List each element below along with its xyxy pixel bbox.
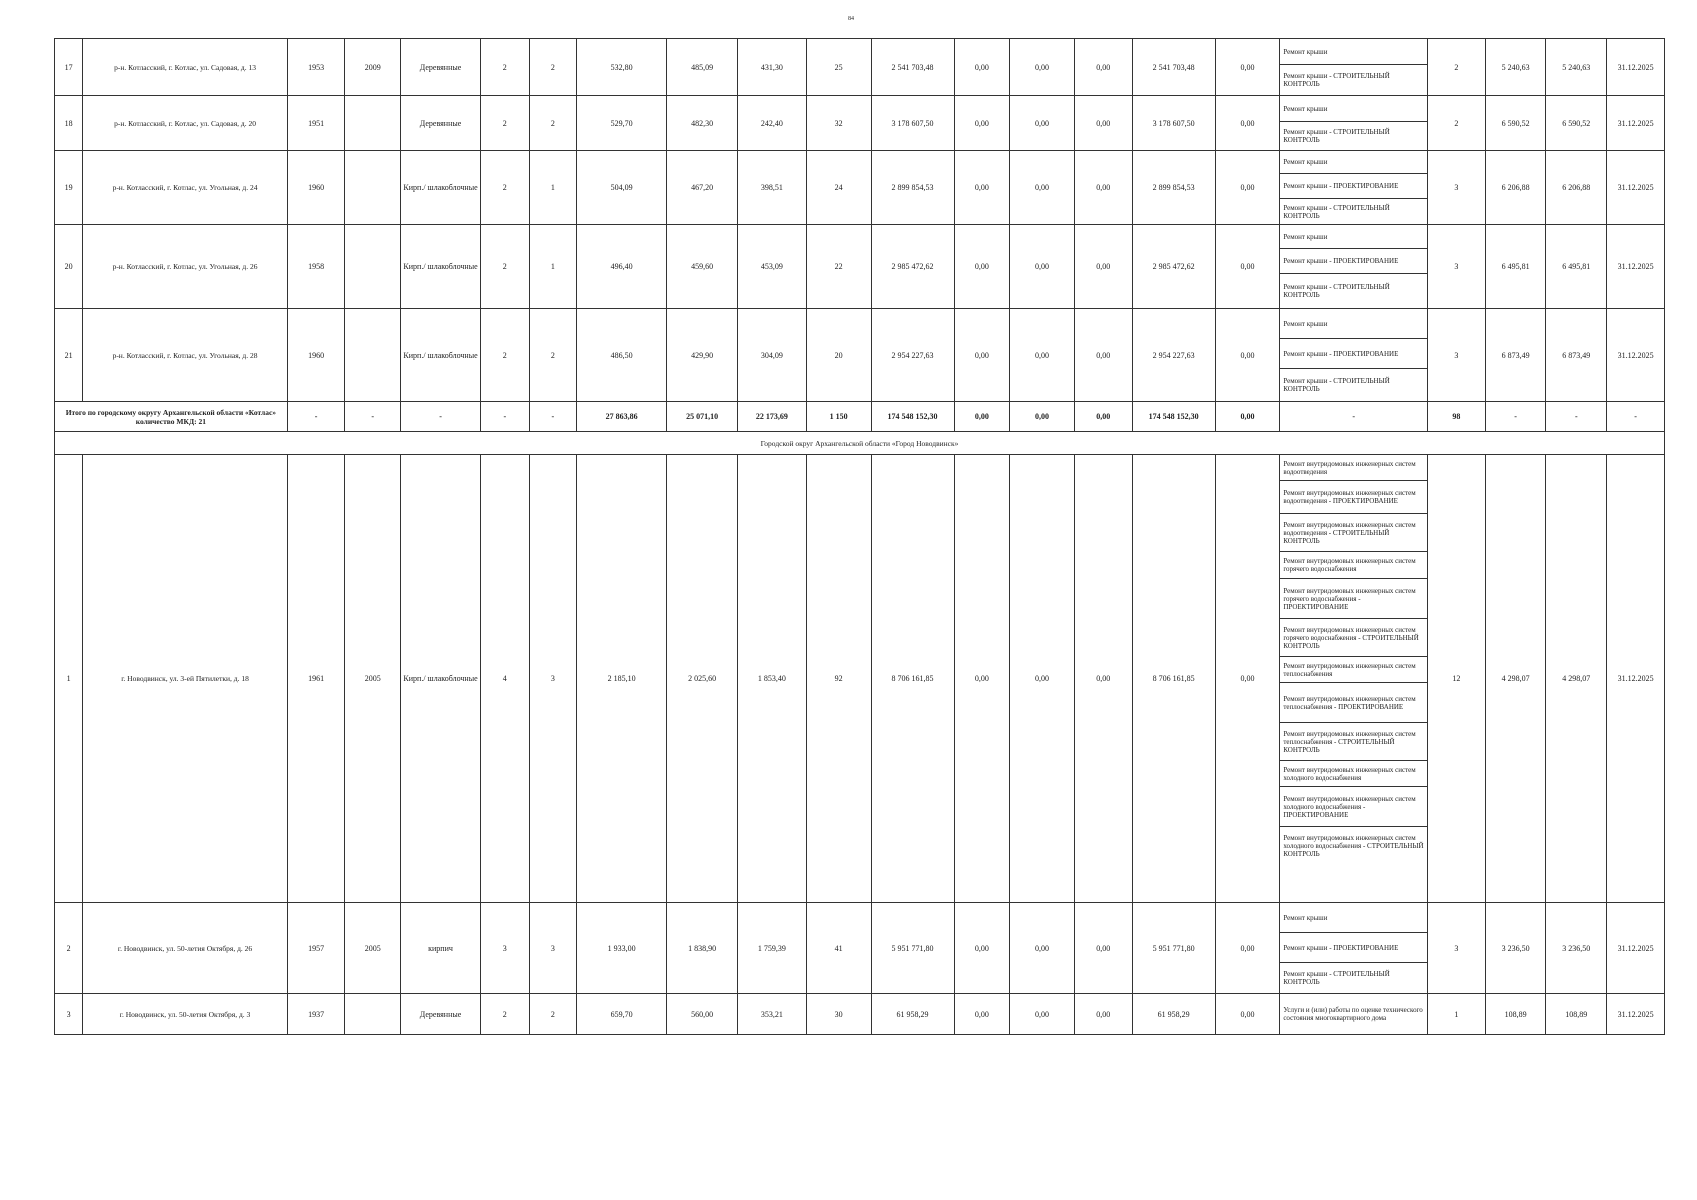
cost-local: 0,00 <box>1074 903 1132 994</box>
unit-cost: 3 236,50 <box>1485 903 1546 994</box>
cost-local: 0,00 <box>1074 994 1132 1035</box>
cost-owners: 2 985 472,62 <box>1132 225 1215 309</box>
deadline: 31.12.2025 <box>1607 225 1665 309</box>
work-item: Ремонт крыши - ПРОЕКТИРОВАНИЕ <box>1280 339 1427 369</box>
works-count: 12 <box>1428 455 1486 903</box>
table-row <box>55 994 1665 1035</box>
total-material: - <box>401 402 481 432</box>
wall-material: кирпич <box>401 903 481 994</box>
area-residential: 304,09 <box>738 309 807 402</box>
work-item: Ремонт внутридомовых инженерных систем горячего водоснабжения <box>1280 552 1427 579</box>
cost-federal: 0,00 <box>954 151 1010 225</box>
area-total: 2 185,10 <box>577 455 667 903</box>
work-item: Ремонт крыши - СТРОИТЕЛЬНЫЙ КОНТРОЛЬ <box>1283 71 1390 88</box>
cost-total: 2 954 227,63 <box>871 309 954 402</box>
row-number: 2 <box>55 903 83 994</box>
cost-regional: 0,00 <box>1010 151 1075 225</box>
total-label: Итого по городскому округу Архангельской области «Котлас» количество МКД: 21 <box>55 402 288 432</box>
wall-material: Кирп./ шлакоблочные <box>401 455 481 903</box>
wall-material: Деревянные <box>401 96 481 151</box>
year-built: 1961 <box>287 455 345 903</box>
cost-local: 0,00 <box>1074 455 1132 903</box>
work-item: Ремонт крыши - СТРОИТЕЛЬНЫЙ КОНТРОЛЬ <box>1283 970 1390 986</box>
cost-owners: 61 958,29 <box>1132 994 1215 1035</box>
total-floors: - <box>481 402 530 432</box>
year-built: 1960 <box>287 151 345 225</box>
cost-regional: 0,00 <box>1010 309 1075 402</box>
cost-owners: 5 951 771,80 <box>1132 903 1215 994</box>
cost-local: 0,00 <box>1074 225 1132 309</box>
entrances: 1 <box>529 151 577 225</box>
total-residents: 1 150 <box>806 402 871 432</box>
area-residential: 453,09 <box>738 225 807 309</box>
works-count: 1 <box>1428 994 1486 1035</box>
works-count: 2 <box>1428 39 1486 96</box>
area-total: 486,50 <box>577 309 667 402</box>
total-year-repair: - <box>345 402 401 432</box>
cost-federal: 0,00 <box>954 455 1010 903</box>
residents: 24 <box>806 151 871 225</box>
work-item: Ремонт крыши <box>1280 903 1427 933</box>
work-item: Ремонт крыши - СТРОИТЕЛЬНЫЙ КОНТРОЛЬ <box>1283 127 1390 144</box>
total-deadline: - <box>1607 402 1665 432</box>
deadline: 31.12.2025 <box>1607 39 1665 96</box>
works-count: 3 <box>1428 309 1486 402</box>
works-list <box>1280 903 1428 994</box>
row-number: 17 <box>55 39 83 96</box>
deadline: 31.12.2025 <box>1607 96 1665 151</box>
table-row <box>55 903 1665 994</box>
total-row <box>55 402 1665 432</box>
works-count: 3 <box>1428 151 1486 225</box>
deadline: 31.12.2025 <box>1607 994 1665 1035</box>
cost-regional: 0,00 <box>1010 455 1075 903</box>
unit-cost-limit: 6 206,88 <box>1546 151 1607 225</box>
work-item: Ремонт крыши - ПРОЕКТИРОВАНИЕ <box>1280 249 1427 274</box>
area-residential: 1 853,40 <box>738 455 807 903</box>
wall-material: Кирп./ шлакоблочные <box>401 151 481 225</box>
unit-cost: 6 873,49 <box>1485 309 1546 402</box>
table-row <box>55 96 1665 151</box>
area-total: 529,70 <box>577 96 667 151</box>
total-cost-regional: 0,00 <box>1010 402 1075 432</box>
area-premises: 429,90 <box>667 309 738 402</box>
wall-material: Кирп./ шлакоблочные <box>401 225 481 309</box>
total-cost: 174 548 152,30 <box>871 402 954 432</box>
work-item: Ремонт внутридомовых инженерных систем теплоснабжения <box>1280 657 1427 683</box>
work-item: Ремонт внутридомовых инженерных систем теплоснабжения - ПРОЕКТИРОВАНИЕ <box>1280 683 1427 723</box>
works-list <box>1280 39 1428 96</box>
entrances: 2 <box>529 39 577 96</box>
floors: 2 <box>481 309 530 402</box>
residents: 32 <box>806 96 871 151</box>
deadline: 31.12.2025 <box>1607 151 1665 225</box>
address: г. Новодвинск, ул. 50-летия Октября, д. 3 <box>83 994 287 1035</box>
works-count: 2 <box>1428 96 1486 151</box>
area-total: 659,70 <box>577 994 667 1035</box>
total-cost-local: 0,00 <box>1074 402 1132 432</box>
year-last-repair <box>345 151 401 225</box>
total-year-built: - <box>287 402 345 432</box>
cost-local: 0,00 <box>1074 39 1132 96</box>
unit-cost-limit: 6 590,52 <box>1546 96 1607 151</box>
area-premises: 2 025,60 <box>667 455 738 903</box>
cost-total: 2 899 854,53 <box>871 151 954 225</box>
area-residential: 353,21 <box>738 994 807 1035</box>
row-number: 20 <box>55 225 83 309</box>
table-row <box>55 151 1665 225</box>
cost-owners: 3 178 607,50 <box>1132 96 1215 151</box>
year-last-repair: 2005 <box>345 455 401 903</box>
address: р-н. Котласский, г. Котлас, ул. Угольная, д. 24 <box>83 151 287 225</box>
row-number: 18 <box>55 96 83 151</box>
cost-owners: 8 706 161,85 <box>1132 455 1215 903</box>
cost-total: 5 951 771,80 <box>871 903 954 994</box>
wall-material: Деревянные <box>401 39 481 96</box>
unit-cost: 5 240,63 <box>1485 39 1546 96</box>
works-list <box>1280 225 1428 309</box>
area-residential: 1 759,39 <box>738 903 807 994</box>
cost-federal: 0,00 <box>954 903 1010 994</box>
table-row <box>55 309 1665 402</box>
table-row <box>55 455 1665 903</box>
work-item: Ремонт внутридомовых инженерных систем водоотведения - СТРОИТЕЛЬНЫЙ КОНТРОЛЬ <box>1280 514 1427 552</box>
year-last-repair <box>345 994 401 1035</box>
cost-other: 0,00 <box>1215 994 1280 1035</box>
section-title: Городской округ Архангельской области «Город Новодвинск» <box>55 432 1665 455</box>
wall-material: Деревянные <box>401 994 481 1035</box>
floors: 2 <box>481 225 530 309</box>
table-row <box>55 225 1665 309</box>
work-item: Ремонт крыши <box>1280 96 1427 122</box>
section-header-row <box>55 432 1665 455</box>
table-row <box>55 39 1665 96</box>
row-number: 1 <box>55 455 83 903</box>
unit-cost-limit: 6 495,81 <box>1546 225 1607 309</box>
residents: 30 <box>806 994 871 1035</box>
work-item: Ремонт крыши <box>1280 39 1427 65</box>
cost-other: 0,00 <box>1215 39 1280 96</box>
cost-regional: 0,00 <box>1010 39 1075 96</box>
entrances: 2 <box>529 994 577 1035</box>
entrances: 3 <box>529 455 577 903</box>
cost-regional: 0,00 <box>1010 994 1075 1035</box>
address: р-н. Котласский, г. Котлас, ул. Угольная, д. 28 <box>83 309 287 402</box>
area-premises: 1 838,90 <box>667 903 738 994</box>
cost-local: 0,00 <box>1074 96 1132 151</box>
year-last-repair: 2005 <box>345 903 401 994</box>
work-item: Ремонт внутридомовых инженерных систем теплоснабжения - СТРОИТЕЛЬНЫЙ КОНТРОЛЬ <box>1280 723 1427 761</box>
unit-cost: 108,89 <box>1485 994 1546 1035</box>
area-total: 532,80 <box>577 39 667 96</box>
area-premises: 459,60 <box>667 225 738 309</box>
row-number: 19 <box>55 151 83 225</box>
unit-cost-limit: 5 240,63 <box>1546 39 1607 96</box>
work-item: Ремонт крыши - ПРОЕКТИРОВАНИЕ <box>1280 174 1427 199</box>
area-premises: 467,20 <box>667 151 738 225</box>
year-built: 1957 <box>287 903 345 994</box>
address: г. Новодвинск, ул. 50-летия Октября, д. 26 <box>83 903 287 994</box>
cost-federal: 0,00 <box>954 994 1010 1035</box>
total-area-premises: 25 071,10 <box>667 402 738 432</box>
total-cost-other: 0,00 <box>1215 402 1280 432</box>
cost-other: 0,00 <box>1215 455 1280 903</box>
unit-cost-limit: 6 873,49 <box>1546 309 1607 402</box>
cost-total: 2 985 472,62 <box>871 225 954 309</box>
unit-cost: 6 590,52 <box>1485 96 1546 151</box>
year-built: 1953 <box>287 39 345 96</box>
total-area-total: 27 863,86 <box>577 402 667 432</box>
work-item: Ремонт крыши - ПРОЕКТИРОВАНИЕ <box>1280 933 1427 963</box>
area-residential: 431,30 <box>738 39 807 96</box>
total-area-residential: 22 173,69 <box>738 402 807 432</box>
residents: 25 <box>806 39 871 96</box>
work-item: Ремонт внутридомовых инженерных систем водоотведения - ПРОЕКТИРОВАНИЕ <box>1280 481 1427 514</box>
total-works: - <box>1280 402 1428 432</box>
address: г. Новодвинск, ул. 3-ей Пятилетки, д. 18 <box>83 455 287 903</box>
cost-owners: 2 899 854,53 <box>1132 151 1215 225</box>
residents: 92 <box>806 455 871 903</box>
floors: 2 <box>481 994 530 1035</box>
floors: 2 <box>481 39 530 96</box>
cost-other: 0,00 <box>1215 96 1280 151</box>
work-item: Ремонт внутридомовых инженерных систем холодного водоснабжения - СТРОИТЕЛЬНЫЙ КОНТРОЛЬ <box>1283 834 1424 858</box>
works-count: 3 <box>1428 903 1486 994</box>
work-item: Ремонт внутридомовых инженерных систем горячего водоснабжения - ПРОЕКТИРОВАНИЕ <box>1280 579 1427 619</box>
area-total: 496,40 <box>577 225 667 309</box>
address: р-н. Котласский, г. Котлас, ул. Садовая, д. 13 <box>83 39 287 96</box>
work-item: Ремонт внутридомовых инженерных систем водоотведения <box>1280 455 1427 481</box>
work-item: Услуги и (или) работы по оценке технического состояния многоквартирного дома <box>1283 1006 1423 1022</box>
year-last-repair <box>345 96 401 151</box>
area-residential: 242,40 <box>738 96 807 151</box>
cost-federal: 0,00 <box>954 39 1010 96</box>
area-premises: 485,09 <box>667 39 738 96</box>
floors: 4 <box>481 455 530 903</box>
page-number: 84 <box>848 16 854 22</box>
works-list <box>1280 151 1428 225</box>
cost-other: 0,00 <box>1215 151 1280 225</box>
residents: 41 <box>806 903 871 994</box>
row-number: 3 <box>55 994 83 1035</box>
unit-cost: 6 206,88 <box>1485 151 1546 225</box>
row-number: 21 <box>55 309 83 402</box>
unit-cost-limit: 108,89 <box>1546 994 1607 1035</box>
floors: 2 <box>481 151 530 225</box>
unit-cost-limit: 4 298,07 <box>1546 455 1607 903</box>
works-list <box>1280 455 1428 903</box>
cost-owners: 2 954 227,63 <box>1132 309 1215 402</box>
cost-owners: 2 541 703,48 <box>1132 39 1215 96</box>
address: р-н. Котласский, г. Котлас, ул. Садовая, д. 20 <box>83 96 287 151</box>
floors: 2 <box>481 96 530 151</box>
cost-local: 0,00 <box>1074 151 1132 225</box>
residents: 22 <box>806 225 871 309</box>
area-residential: 398,51 <box>738 151 807 225</box>
total-unit-cost-limit: - <box>1546 402 1607 432</box>
residents: 20 <box>806 309 871 402</box>
year-built: 1960 <box>287 309 345 402</box>
cost-federal: 0,00 <box>954 309 1010 402</box>
floors: 3 <box>481 903 530 994</box>
work-item: Ремонт крыши <box>1280 225 1427 249</box>
total-cost-owners: 174 548 152,30 <box>1132 402 1215 432</box>
year-built: 1958 <box>287 225 345 309</box>
work-item: Ремонт крыши - СТРОИТЕЛЬНЫЙ КОНТРОЛЬ <box>1283 282 1390 299</box>
works-count: 3 <box>1428 225 1486 309</box>
unit-cost-limit: 3 236,50 <box>1546 903 1607 994</box>
address: р-н. Котласский, г. Котлас, ул. Угольная, д. 26 <box>83 225 287 309</box>
area-premises: 560,00 <box>667 994 738 1035</box>
year-last-repair <box>345 225 401 309</box>
cost-federal: 0,00 <box>954 225 1010 309</box>
wall-material: Кирп./ шлакоблочные <box>401 309 481 402</box>
unit-cost: 6 495,81 <box>1485 225 1546 309</box>
total-cost-federal: 0,00 <box>954 402 1010 432</box>
year-built: 1937 <box>287 994 345 1035</box>
capital-repair-table <box>54 38 1665 1035</box>
work-item: Ремонт внутридомовых инженерных систем холодного водоснабжения <box>1280 761 1427 787</box>
entrances: 3 <box>529 903 577 994</box>
work-item: Ремонт крыши <box>1280 309 1427 339</box>
deadline: 31.12.2025 <box>1607 309 1665 402</box>
area-total: 504,09 <box>577 151 667 225</box>
cost-federal: 0,00 <box>954 96 1010 151</box>
cost-local: 0,00 <box>1074 309 1132 402</box>
entrances: 1 <box>529 225 577 309</box>
cost-regional: 0,00 <box>1010 96 1075 151</box>
work-item: Ремонт внутридомовых инженерных систем горячего водоснабжения - СТРОИТЕЛЬНЫЙ КОНТРОЛЬ <box>1280 619 1427 657</box>
work-item: Ремонт крыши <box>1280 151 1427 174</box>
total-entrances: - <box>529 402 577 432</box>
work-item: Ремонт внутридомовых инженерных систем холодного водоснабжения - ПРОЕКТИРОВАНИЕ <box>1280 787 1427 827</box>
year-last-repair <box>345 309 401 402</box>
cost-total: 3 178 607,50 <box>871 96 954 151</box>
cost-other: 0,00 <box>1215 309 1280 402</box>
cost-regional: 0,00 <box>1010 903 1075 994</box>
total-unit-cost: - <box>1485 402 1546 432</box>
work-item: Ремонт крыши - СТРОИТЕЛЬНЫЙ КОНТРОЛЬ <box>1283 377 1390 393</box>
work-item: Ремонт крыши - СТРОИТЕЛЬНЫЙ КОНТРОЛЬ <box>1283 203 1390 220</box>
entrances: 2 <box>529 96 577 151</box>
deadline: 31.12.2025 <box>1607 455 1665 903</box>
cost-other: 0,00 <box>1215 225 1280 309</box>
year-last-repair: 2009 <box>345 39 401 96</box>
cost-total: 61 958,29 <box>871 994 954 1035</box>
deadline: 31.12.2025 <box>1607 903 1665 994</box>
works-list <box>1280 96 1428 151</box>
total-works-count: 98 <box>1428 402 1486 432</box>
year-built: 1951 <box>287 96 345 151</box>
cost-regional: 0,00 <box>1010 225 1075 309</box>
area-total: 1 933,00 <box>577 903 667 994</box>
cost-total: 2 541 703,48 <box>871 39 954 96</box>
entrances: 2 <box>529 309 577 402</box>
area-premises: 482,30 <box>667 96 738 151</box>
unit-cost: 4 298,07 <box>1485 455 1546 903</box>
cost-total: 8 706 161,85 <box>871 455 954 903</box>
works-list <box>1280 309 1428 402</box>
works-list <box>1280 994 1428 1035</box>
cost-other: 0,00 <box>1215 903 1280 994</box>
